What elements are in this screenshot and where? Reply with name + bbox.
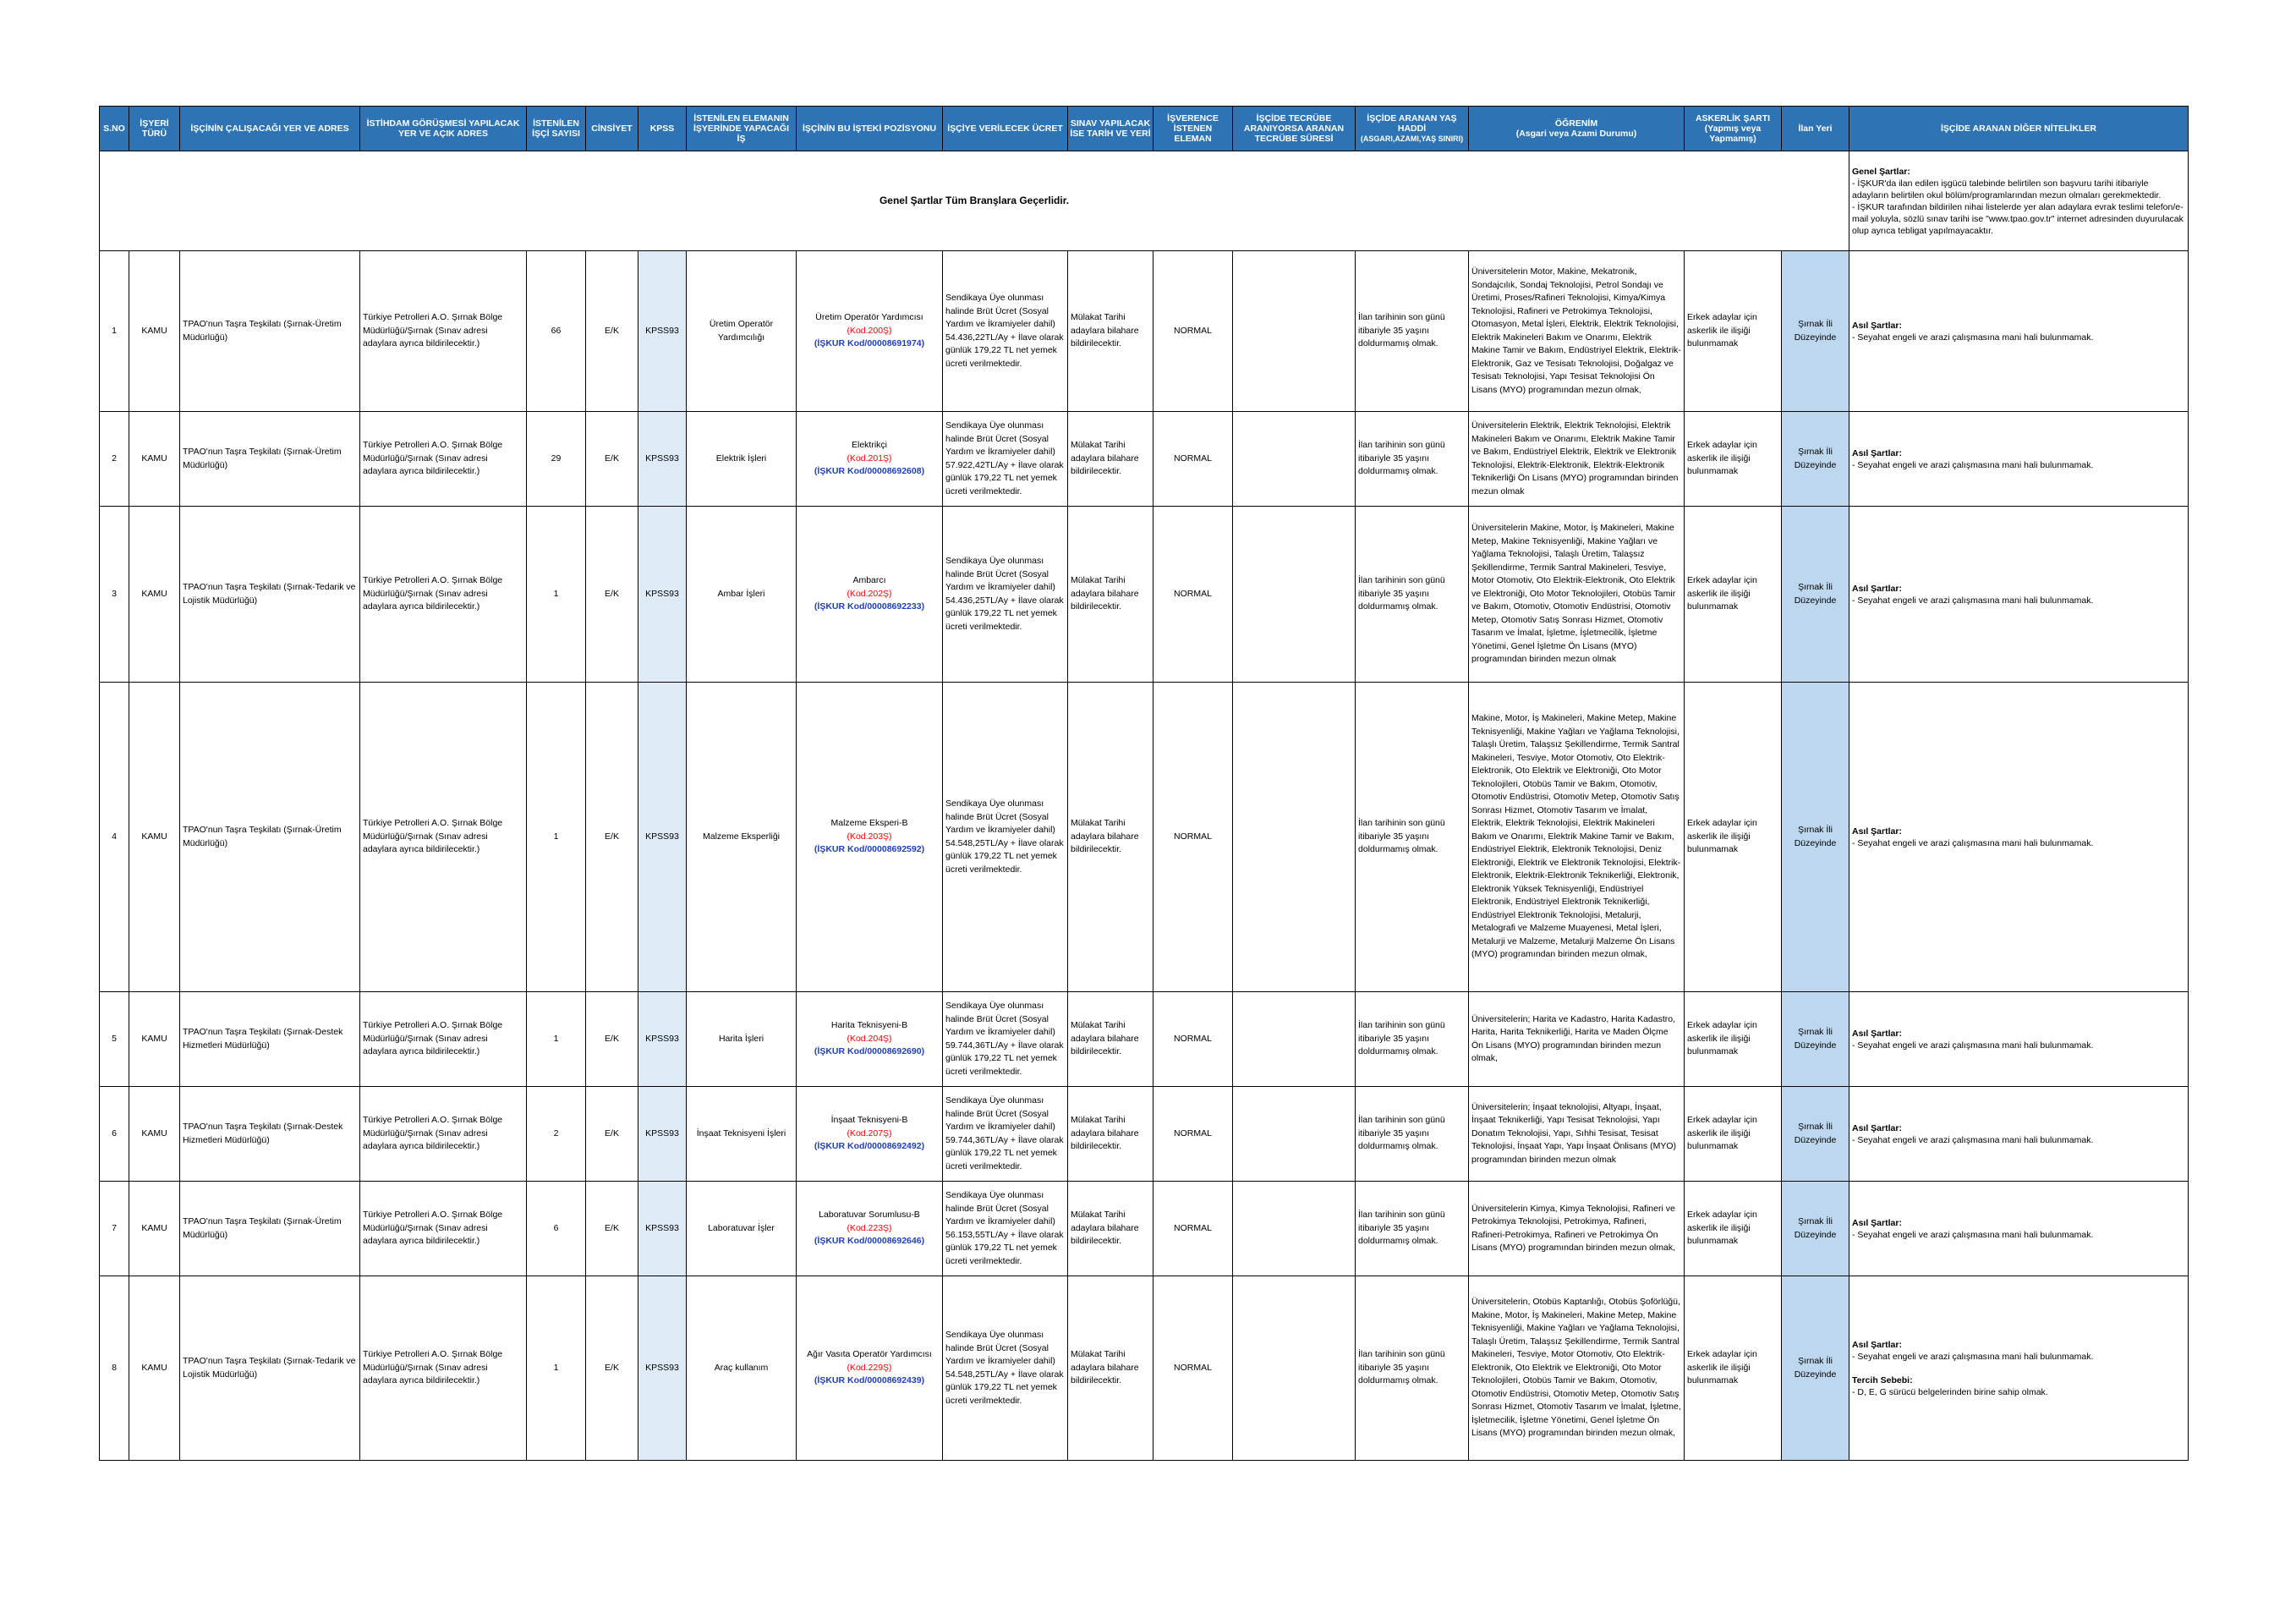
military-status: Erkek adaylar için askerlik ile ilişiği bulunmamak [1685,507,1782,683]
workplace-type: KAMU [129,251,180,412]
header-education-title: ÖĞRENİM [1554,118,1598,129]
position-name: Malzeme Eksperi-B [830,818,908,829]
position-cell [797,507,943,683]
row-number: 1 [100,251,129,412]
row-number: 5 [100,992,129,1087]
employee-type: NORMAL [1153,683,1233,992]
row-number: 8 [100,1276,129,1461]
other-text: - Seyahat engeli ve arazi çalışmasına mani hali bulunmamak. [1852,595,2094,606]
wage: Sendikaya Üye olunması halinde Brüt Ücret (Sosyal Yardım ve İkramiyeler dahil) 54.436,22TL/Ay + İlave olarak günlük 179,22 TL net yemek ücreti verilmektedir. [943,251,1068,412]
employee-type: NORMAL [1153,412,1233,507]
position-cell [797,683,943,992]
header-interview-address: İSTİHDAM GÖRÜŞMESİ YAPILACAK YER VE AÇIK ADRES [360,107,527,151]
education: Üniversitelerin, Otobüs Kaptanlığı, Otobüs Şoförlüğü, Makine, Motor, İş Makineleri, Makine Metep, Makine Teknisyenliği, Makine Yağları ve Yağlama Teknolojisi, Talaşlı Üretim, Talaşsız Şekillendirme, Termik Santral Makineleri, Tesviye, Motor Otomotiv, Oto Elektrik-Elektronik, Oto Elektrik ve Elektroniği, Oto Motor Teknolojileri, Otobüs Tamir ve Bakım, Otomotiv, Otomotiv Endüstrisi, Otomotiv Metep, Otomotiv Satış Sonrası Hizmet, Otomotiv Tasarım ve İmalat, İşletme, İşletmecilik, İşletme Yönetimi, Genel İşletme Ön Lisans (MYO) programından birinden mezun olmak, [1469,1276,1685,1461]
kpss-type: KPSS93 [638,412,687,507]
position-cell [797,1276,943,1461]
row-number: 2 [100,412,129,507]
worker-count: 1 [527,507,586,683]
age-limit: İlan tarihinin son günü itibariyle 35 yaşını doldurmamış olmak. [1356,1087,1469,1182]
job-description: Harita İşleri [687,992,797,1087]
wage: Sendikaya Üye olunması halinde Brüt Ücret (Sosyal Yardım ve İkramiyeler dahil) 54.548,25TL/Ay + İlave olarak günlük 179,22 TL net yemek ücreti verilmektedir. [943,1276,1068,1461]
exam-info: Mülakat Tarihi adaylara bilahare bildirilecektir. [1068,412,1153,507]
position-cell [797,251,943,412]
other-title: Asıl Şartlar: [1852,1028,1902,1039]
age-limit: İlan tarihinin son günü itibariyle 35 yaşını doldurmamış olmak. [1356,683,1469,992]
header-education [1469,107,1685,151]
other-text: - Seyahat engeli ve arazi çalışmasına mani hali bulunmamak. [1852,1351,2094,1362]
iskur-code: (İŞKUR Kod/00008692690) [814,1046,925,1057]
position-name: Elektrikçi [851,440,887,451]
preference-spacer [1852,1363,2185,1374]
general-conditions-center: Genel Şartlar Tüm Branşlara Geçerlidir. [100,151,1849,251]
job-description: İnşaat Teknisyeni İşleri [687,1087,797,1182]
interview-address: Türkiye Petrolleri A.O. Şırnak Bölge Müdürlüğü/Şırnak (Sınav adresi adaylara ayrıca bildirilecektir.) [360,683,527,992]
announcement-place: Şırnak İli Düzeyinde [1782,507,1849,683]
work-location: TPAO'nun Taşra Teşkilatı (Şırnak-Destek Hizmetleri Müdürlüğü) [180,992,360,1087]
other-title: Asıl Şartlar: [1852,583,1902,594]
header-age [1356,107,1469,151]
position-code: (Kod.200Ş) [847,325,892,336]
military-status: Erkek adaylar için askerlik ile ilişiği bulunmamak [1685,1276,1782,1461]
kpss-type: KPSS93 [638,1087,687,1182]
exam-info: Mülakat Tarihi adaylara bilahare bildirilecektir. [1068,1276,1153,1461]
experience [1233,1087,1356,1182]
employee-type: NORMAL [1153,507,1233,683]
preference-block [1852,1363,2185,1398]
position-code: (Kod.207Ş) [847,1127,892,1138]
table-row [100,1182,2189,1276]
kpss-type: KPSS93 [638,251,687,412]
military-status: Erkek adaylar için askerlik ile ilişiği bulunmamak [1685,683,1782,992]
exam-info: Mülakat Tarihi adaylara bilahare bildirilecektir. [1068,1182,1153,1276]
workplace-type: KAMU [129,1087,180,1182]
experience [1233,1276,1356,1461]
wage: Sendikaya Üye olunması halinde Brüt Ücret (Sosyal Yardım ve İkramiyeler dahil) 54.548,25TL/Ay + İlave olarak günlük 179,22 TL net yemek ücreti verilmektedir. [943,683,1068,992]
announcement-place: Şırnak İli Düzeyinde [1782,1087,1849,1182]
header-kpss: KPSS [638,107,687,151]
military-status: Erkek adaylar için askerlik ile ilişiği bulunmamak [1685,412,1782,507]
table-row [100,412,2189,507]
work-location: TPAO'nun Taşra Teşkilatı (Şırnak-Üretim Müdürlüğü) [180,251,360,412]
other-title: Asıl Şartlar: [1852,447,1902,458]
general-conditions-line2: - İŞKUR tarafından bildirilen nihai listelerde yer alan adaylara evrak teslimi telefon/e-mail yoluyla, sözlü sınav tarihi ise "www.tpao.gov.tr" internet adresinden duyurulacak olup ayrıca tebligat yapılmayacaktır. [1852,201,2184,236]
wage: Sendikaya Üye olunması halinde Brüt Ücret (Sosyal Yardım ve İkramiyeler dahil) 59.744,36TL/Ay + İlave olarak günlük 179,22 TL net yemek ücreti verilmektedir. [943,1087,1068,1182]
row-number: 7 [100,1182,129,1276]
job-description: Elektrik İşleri [687,412,797,507]
table-row [100,683,2189,992]
education: Üniversitelerin Elektrik, Elektrik Teknolojisi, Elektrik Makineleri Bakım ve Onarımı, Elektrik Makine Tamir ve Bakım, Endüstriyel Elektrik, Elektrik ve Elektronik Teknolojisi, Elektrik-Elektronik, Elektrik-Elektronik Teknikerliği Ön Lisans (MYO) programından birinden mezun olmak [1469,412,1685,507]
announcement-place: Şırnak İli Düzeyinde [1782,1276,1849,1461]
gender: E/K [586,992,638,1087]
exam-info: Mülakat Tarihi adaylara bilahare bildirilecektir. [1068,683,1153,992]
job-description: Üretim Operatör Yardımcılığı [687,251,797,412]
age-limit: İlan tarihinin son günü itibariyle 35 yaşını doldurmamış olmak. [1356,1182,1469,1276]
education: Üniversitelerin Kimya, Kimya Teknolojisi, Rafineri ve Petrokimya Teknolojisi, Petrokimya, Rafineri, Rafineri-Petrokimya, Rafineri ve Petrokimya Ön Lisans (MYO) programından birinden mezun olmak, [1469,1182,1685,1276]
other-qualifications [1849,251,2189,412]
worker-count: 29 [527,412,586,507]
announcement-place: Şırnak İli Düzeyinde [1782,251,1849,412]
header-sno: S.NO [100,107,129,151]
header-workplace-type: İŞYERİ TÜRÜ [129,107,180,151]
exam-info: Mülakat Tarihi adaylara bilahare bildirilecektir. [1068,992,1153,1087]
education: Makine, Motor, İş Makineleri, Makine Metep, Makine Teknisyenliği, Makine Yağları ve Yağlama Teknolojisi, Talaşlı Üretim, Talaşsız Şekillendirme, Termik Santral Makineleri, Tesviye, Motor Otomotiv, Oto Elektrik-Elektronik, Oto Elektrik ve Elektroniği, Oto Motor Teknolojileri, Otobüs Tamir ve Bakım, Otomotiv, Otomotiv Endüstrisi, Otomotiv Metep, Otomotiv Satış Sonrası Hizmet, Otomotiv Tasarım ve İmalat, Elektrik, Elektrik Teknolojisi, Elektrik Makineleri Bakım ve Onarımı, Elektrik Makine Tamir ve Bakım, Endüstriyel Elektrik, Elektronik Teknolojisi, Deniz Elektroniği, Elektrik ve Elektronik Teknolojisi, Elektrik-Elektronik, Elektrik-Elektronik Teknikerliği, Elektronik, Elektronik Yüksek Teknisyenliği, Endüstriyel Elektronik, Endüstriyel Elektronik Teknikerliği, Endüstriyel Elektronik Teknolojisi, Metalurji, Metalografi ve Malzeme Muayenesi, Metal İşleri, Metalurji ve Malzeme, Metalurji Malzeme Ön Lisans (MYO) programından birinden mezun olmak, [1469,683,1685,992]
kpss-type: KPSS93 [638,1276,687,1461]
header-military [1685,107,1782,151]
table-row [100,1276,2189,1461]
workplace-type: KAMU [129,992,180,1087]
other-text: - Seyahat engeli ve arazi çalışmasına mani hali bulunmamak. [1852,332,2094,343]
job-description: Laboratuvar İşler [687,1182,797,1276]
header-position: İŞÇİNİN BU İŞTEKİ POZİSYONU [797,107,943,151]
experience [1233,992,1356,1087]
worker-count: 1 [527,1276,586,1461]
gender: E/K [586,1182,638,1276]
exam-info: Mülakat Tarihi adaylara bilahare bildirilecektir. [1068,1087,1153,1182]
gender: E/K [586,1276,638,1461]
position-name: Harita Teknisyeni-B [830,1020,908,1031]
wage: Sendikaya Üye olunması halinde Brüt Ücret (Sosyal Yardım ve İkramiyeler dahil) 59.744,36TL/Ay + İlave olarak günlük 179,22 TL net yemek ücreti verilmektedir. [943,992,1068,1087]
table-row [100,992,2189,1087]
other-text: - Seyahat engeli ve arazi çalışmasına mani hali bulunmamak. [1852,837,2094,848]
announcement-place: Şırnak İli Düzeyinde [1782,1182,1849,1276]
work-location: TPAO'nun Taşra Teşkilatı (Şırnak-Üretim Müdürlüğü) [180,412,360,507]
workplace-type: KAMU [129,1276,180,1461]
experience [1233,683,1356,992]
work-location: TPAO'nun Taşra Teşkilatı (Şırnak-Tedarik ve Lojistik Müdürlüğü) [180,507,360,683]
employee-type: NORMAL [1153,1276,1233,1461]
worker-count: 6 [527,1182,586,1276]
general-conditions-title: Genel Şartlar: [1852,166,1910,177]
header-age-title: İŞÇİDE ARANAN YAŞ HADDİ [1367,113,1457,134]
preference-text: - D, E, G sürücü belgelerinden birine sahip olmak. [1852,1386,2048,1397]
position-name: Ağır Vasıta Operatör Yardımcısı [807,1349,932,1360]
table-row [100,1087,2189,1182]
experience [1233,1182,1356,1276]
military-status: Erkek adaylar için askerlik ile ilişiği bulunmamak [1685,992,1782,1087]
kpss-type: KPSS93 [638,507,687,683]
iskur-code: (İŞKUR Kod/00008692439) [814,1375,925,1386]
position-name: Ambarcı [852,575,886,586]
position-name: Laboratuvar Sorumlusu-B [819,1210,920,1221]
exam-info: Mülakat Tarihi adaylara bilahare bildirilecektir. [1068,251,1153,412]
age-limit: İlan tarihinin son günü itibariyle 35 yaşını doldurmamış olmak. [1356,251,1469,412]
position-name: İnşaat Teknisyeni-B [830,1115,908,1126]
row-number: 6 [100,1087,129,1182]
interview-address: Türkiye Petrolleri A.O. Şırnak Bölge Müdürlüğü/Şırnak (Sınav adresi adaylara ayrıca bildirilecektir.) [360,507,527,683]
job-listing-table [99,106,2189,1461]
header-experience: İŞÇİDE TECRÜBE ARANIYORSA ARANAN TECRÜBE SÜRESİ [1233,107,1356,151]
wage: Sendikaya Üye olunması halinde Brüt Ücret (Sosyal Yardım ve İkramiyeler dahil) 56.153,55TL/Ay + İlave olarak günlük 179,22 TL net yemek ücreti verilmektedir. [943,1182,1068,1276]
work-location: TPAO'nun Taşra Teşkilatı (Şırnak-Tedarik ve Lojistik Müdürlüğü) [180,1276,360,1461]
other-title: Asıl Şartlar: [1852,1339,1902,1350]
header-job: İSTENİLEN ELEMANIN İŞYERİNDE YAPACAĞI İŞ [687,107,797,151]
employee-type: NORMAL [1153,1087,1233,1182]
header-row [100,107,2189,151]
age-limit: İlan tarihinin son günü itibariyle 35 yaşını doldurmamış olmak. [1356,412,1469,507]
other-text: - Seyahat engeli ve arazi çalışmasına mani hali bulunmamak. [1852,459,2094,470]
other-title: Asıl Şartlar: [1852,826,1902,837]
preference-title: Tercih Sebebi: [1852,1374,1913,1385]
employee-type: NORMAL [1153,992,1233,1087]
age-limit: İlan tarihinin son günü itibariyle 35 yaşını doldurmamış olmak. [1356,507,1469,683]
other-qualifications [1849,1276,2189,1461]
kpss-type: KPSS93 [638,992,687,1087]
education: Üniversitelerin Makine, Motor, İş Makineleri, Makine Metep, Makine Teknisyenliği, Makine Yağları ve Yağlama Teknolojisi, Talaşlı Üretim, Talaşsız Şekillendirme, Termik Santral Makineleri, Tesviye, Motor Otomotiv, Oto Elektrik-Elektronik, Oto Elektrik ve Elektroniği, Oto Motor Teknolojileri, Otobüs Tamir ve Bakım, Otomotiv, Otomotiv Endüstrisi, Otomotiv Metep, Otomotiv Satış Sonrası Hizmet, Otomotiv Tasarım ve İmalat, İşletme, İşletmecilik, İşletme Yönetimi, Genel İşletme Ön Lisans (MYO) programından birinden mezun olmak [1469,507,1685,683]
other-qualifications [1849,412,2189,507]
position-cell [797,1182,943,1276]
iskur-code: (İŞKUR Kod/00008692233) [814,601,925,612]
other-qualifications [1849,992,2189,1087]
wage: Sendikaya Üye olunması halinde Brüt Ücret (Sosyal Yardım ve İkramiyeler dahil) 57.922,42TL/Ay + İlave olarak günlük 179,22 TL net yemek ücreti verilmektedir. [943,412,1068,507]
header-gender: CİNSİYET [586,107,638,151]
gender: E/K [586,683,638,992]
position-code: (Kod.202Ş) [847,588,892,599]
position-cell [797,1087,943,1182]
worker-count: 1 [527,992,586,1087]
job-table-wrapper [99,106,2188,1461]
position-code: (Kod.201Ş) [847,453,892,464]
job-description: Malzeme Eksperliği [687,683,797,992]
military-status: Erkek adaylar için askerlik ile ilişiği bulunmamak [1685,1087,1782,1182]
interview-address: Türkiye Petrolleri A.O. Şırnak Bölge Müdürlüğü/Şırnak (Sınav adresi adaylara ayrıca bildirilecektir.) [360,251,527,412]
experience [1233,507,1356,683]
work-location: TPAO'nun Taşra Teşkilatı (Şırnak-Üretim Müdürlüğü) [180,1182,360,1276]
announcement-place: Şırnak İli Düzeyinde [1782,683,1849,992]
other-title: Asıl Şartlar: [1852,1217,1902,1228]
position-code: (Kod.204Ş) [847,1033,892,1044]
header-work-location: İŞÇİNİN ÇALIŞACAĞI YER VE ADRES [180,107,360,151]
gender: E/K [586,507,638,683]
other-text: - Seyahat engeli ve arazi çalışmasına mani hali bulunmamak. [1852,1229,2094,1240]
worker-count: 1 [527,683,586,992]
exam-info: Mülakat Tarihi adaylara bilahare bildirilecektir. [1068,507,1153,683]
iskur-code: (İŞKUR Kod/00008692608) [814,466,925,477]
other-text: - Seyahat engeli ve arazi çalışmasına mani hali bulunmamak. [1852,1134,2094,1145]
military-status: Erkek adaylar için askerlik ile ilişiği bulunmamak [1685,1182,1782,1276]
worker-count: 66 [527,251,586,412]
interview-address: Türkiye Petrolleri A.O. Şırnak Bölge Müdürlüğü/Şırnak (Sınav adresi adaylara ayrıca bildirilecektir.) [360,992,527,1087]
age-limit: İlan tarihinin son günü itibariyle 35 yaşını doldurmamış olmak. [1356,992,1469,1087]
iskur-code: (İŞKUR Kod/00008691974) [814,338,925,349]
position-cell [797,412,943,507]
header-employee-type: İŞVERENCE İSTENEN ELEMAN [1153,107,1233,151]
row-number: 4 [100,683,129,992]
position-code: (Kod.229Ş) [847,1362,892,1373]
announcement-place: Şırnak İli Düzeyinde [1782,992,1849,1087]
workplace-type: KAMU [129,1182,180,1276]
worker-count: 2 [527,1087,586,1182]
general-conditions-cell [1849,151,2189,251]
job-description: Ambar İşleri [687,507,797,683]
work-location: TPAO'nun Taşra Teşkilatı (Şırnak-Destek Hizmetleri Müdürlüğü) [180,1087,360,1182]
interview-address: Türkiye Petrolleri A.O. Şırnak Bölge Müdürlüğü/Şırnak (Sınav adresi adaylara ayrıca bildirilecektir.) [360,1276,527,1461]
wage: Sendikaya Üye olunması halinde Brüt Ücret (Sosyal Yardım ve İkramiyeler dahil) 54.436,25TL/Ay + İlave olarak günlük 179,22 TL net yemek ücreti verilmektedir. [943,507,1068,683]
other-text: - Seyahat engeli ve arazi çalışmasına mani hali bulunmamak. [1852,1040,2094,1051]
iskur-code: (İŞKUR Kod/00008692592) [814,844,925,855]
header-other-qualifications: İŞÇİDE ARANAN DİĞER NİTELİKLER [1849,107,2189,151]
military-status: Erkek adaylar için askerlik ile ilişiği bulunmamak [1685,251,1782,412]
workplace-type: KAMU [129,683,180,992]
other-qualifications [1849,683,2189,992]
education: Üniversitelerin; İnşaat teknolojisi, Altyapı, İnşaat, İnşaat Teknikerliği, Yapı Tesisat Teknolojisi, Yapı Donatım Teknolojisi, Yapı, Sıhhi Tesisat, Tesisat Teknolojisi, İnşaat Yapı, Yapı İnşaat Önlisans (MYO) programından birinden mezun olmak [1469,1087,1685,1182]
gender: E/K [586,1087,638,1182]
table-row [100,507,2189,683]
announcement-place: Şırnak İli Düzeyinde [1782,412,1849,507]
other-title: Asıl Şartlar: [1852,1122,1902,1133]
header-education-sub: (Asgari veya Azami Durumu) [1515,129,1637,139]
iskur-code: (İŞKUR Kod/00008692646) [814,1236,925,1247]
kpss-type: KPSS93 [638,683,687,992]
work-location: TPAO'nun Taşra Teşkilatı (Şırnak-Üretim Müdürlüğü) [180,683,360,992]
experience [1233,251,1356,412]
iskur-code: (İŞKUR Kod/00008692492) [814,1141,925,1152]
interview-address: Türkiye Petrolleri A.O. Şırnak Bölge Müdürlüğü/Şırnak (Sınav adresi adaylara ayrıca bildirilecektir.) [360,1087,527,1182]
other-title: Asıl Şartlar: [1852,320,1902,331]
education: Üniversitelerin; Harita ve Kadastro, Harita Kadastro, Harita, Harita Teknikerliği, Harita ve Maden Ölçme Ön Lisans (MYO) programından birinden mezun olmak, [1469,992,1685,1087]
position-cell [797,992,943,1087]
age-limit: İlan tarihinin son günü itibariyle 35 yaşını doldurmamış olmak. [1356,1276,1469,1461]
position-code: (Kod.223Ş) [847,1222,892,1233]
education: Üniversitelerin Motor, Makine, Mekatronik, Sondajcılık, Sondaj Teknolojisi, Petrol Sondajı ve Üretimi, Proses/Rafineri Teknolojisi, Kimya/Kimya Teknolojisi, Rafineri ve Petrokimya Teknolojisi, Otomasyon, Metal İşleri, Elektrik, Elektrik Teknolojisi, Elektrik Makineleri Bakım ve Onarımı, Elektrik Makine Tamir ve Bakım, Endüstriyel Elektrik, Elektrik-Elektronik, Gaz ve Tesisatı Teknolojisi, Doğalgaz ve Tesisatı Teknolojisi, Yapı Tesisat Teknolojisi Ön Lisans (MYO) programından mezun olmak, [1469,251,1685,412]
general-conditions-line1: - İŞKUR'da ilan edilen işgücü talebinde belirtilen son başvuru tarihi itibariyle adayların belirtilen okul bölüm/programlarından mezun olmaları gerekmektedir. [1852,178,2162,200]
general-conditions-row [100,151,2189,251]
header-age-sub: (ASGARI,AZAMI,YAŞ SINIRI) [1360,134,1464,143]
gender: E/K [586,412,638,507]
other-qualifications [1849,507,2189,683]
interview-address: Türkiye Petrolleri A.O. Şırnak Bölge Müdürlüğü/Şırnak (Sınav adresi adaylara ayrıca bildirilecektir.) [360,1182,527,1276]
interview-address: Türkiye Petrolleri A.O. Şırnak Bölge Müdürlüğü/Şırnak (Sınav adresi adaylara ayrıca bildirilecektir.) [360,412,527,507]
header-place: İlan Yeri [1782,107,1849,151]
header-military-title: ASKERLİK ŞARTI [1695,113,1771,123]
gender: E/K [586,251,638,412]
workplace-type: KAMU [129,507,180,683]
kpss-type: KPSS93 [638,1182,687,1276]
header-wage: İŞÇİYE VERİLECEK ÜCRET [943,107,1068,151]
employee-type: NORMAL [1153,1182,1233,1276]
position-code: (Kod.203Ş) [847,831,892,842]
employee-type: NORMAL [1153,251,1233,412]
row-number: 3 [100,507,129,683]
other-qualifications [1849,1182,2189,1276]
header-exam: SINAV YAPILACAK İSE TARİH VE YERİ [1068,107,1153,151]
header-military-sub: (Yapmış veya Yapmamış) [1704,123,1762,144]
job-description: Araç kullanım [687,1276,797,1461]
header-worker-count: İSTENİLEN İŞÇİ SAYISI [527,107,586,151]
position-name: Üretim Operatör Yardımcısı [815,312,923,323]
table-row [100,251,2189,412]
experience [1233,412,1356,507]
workplace-type: KAMU [129,412,180,507]
other-qualifications [1849,1087,2189,1182]
